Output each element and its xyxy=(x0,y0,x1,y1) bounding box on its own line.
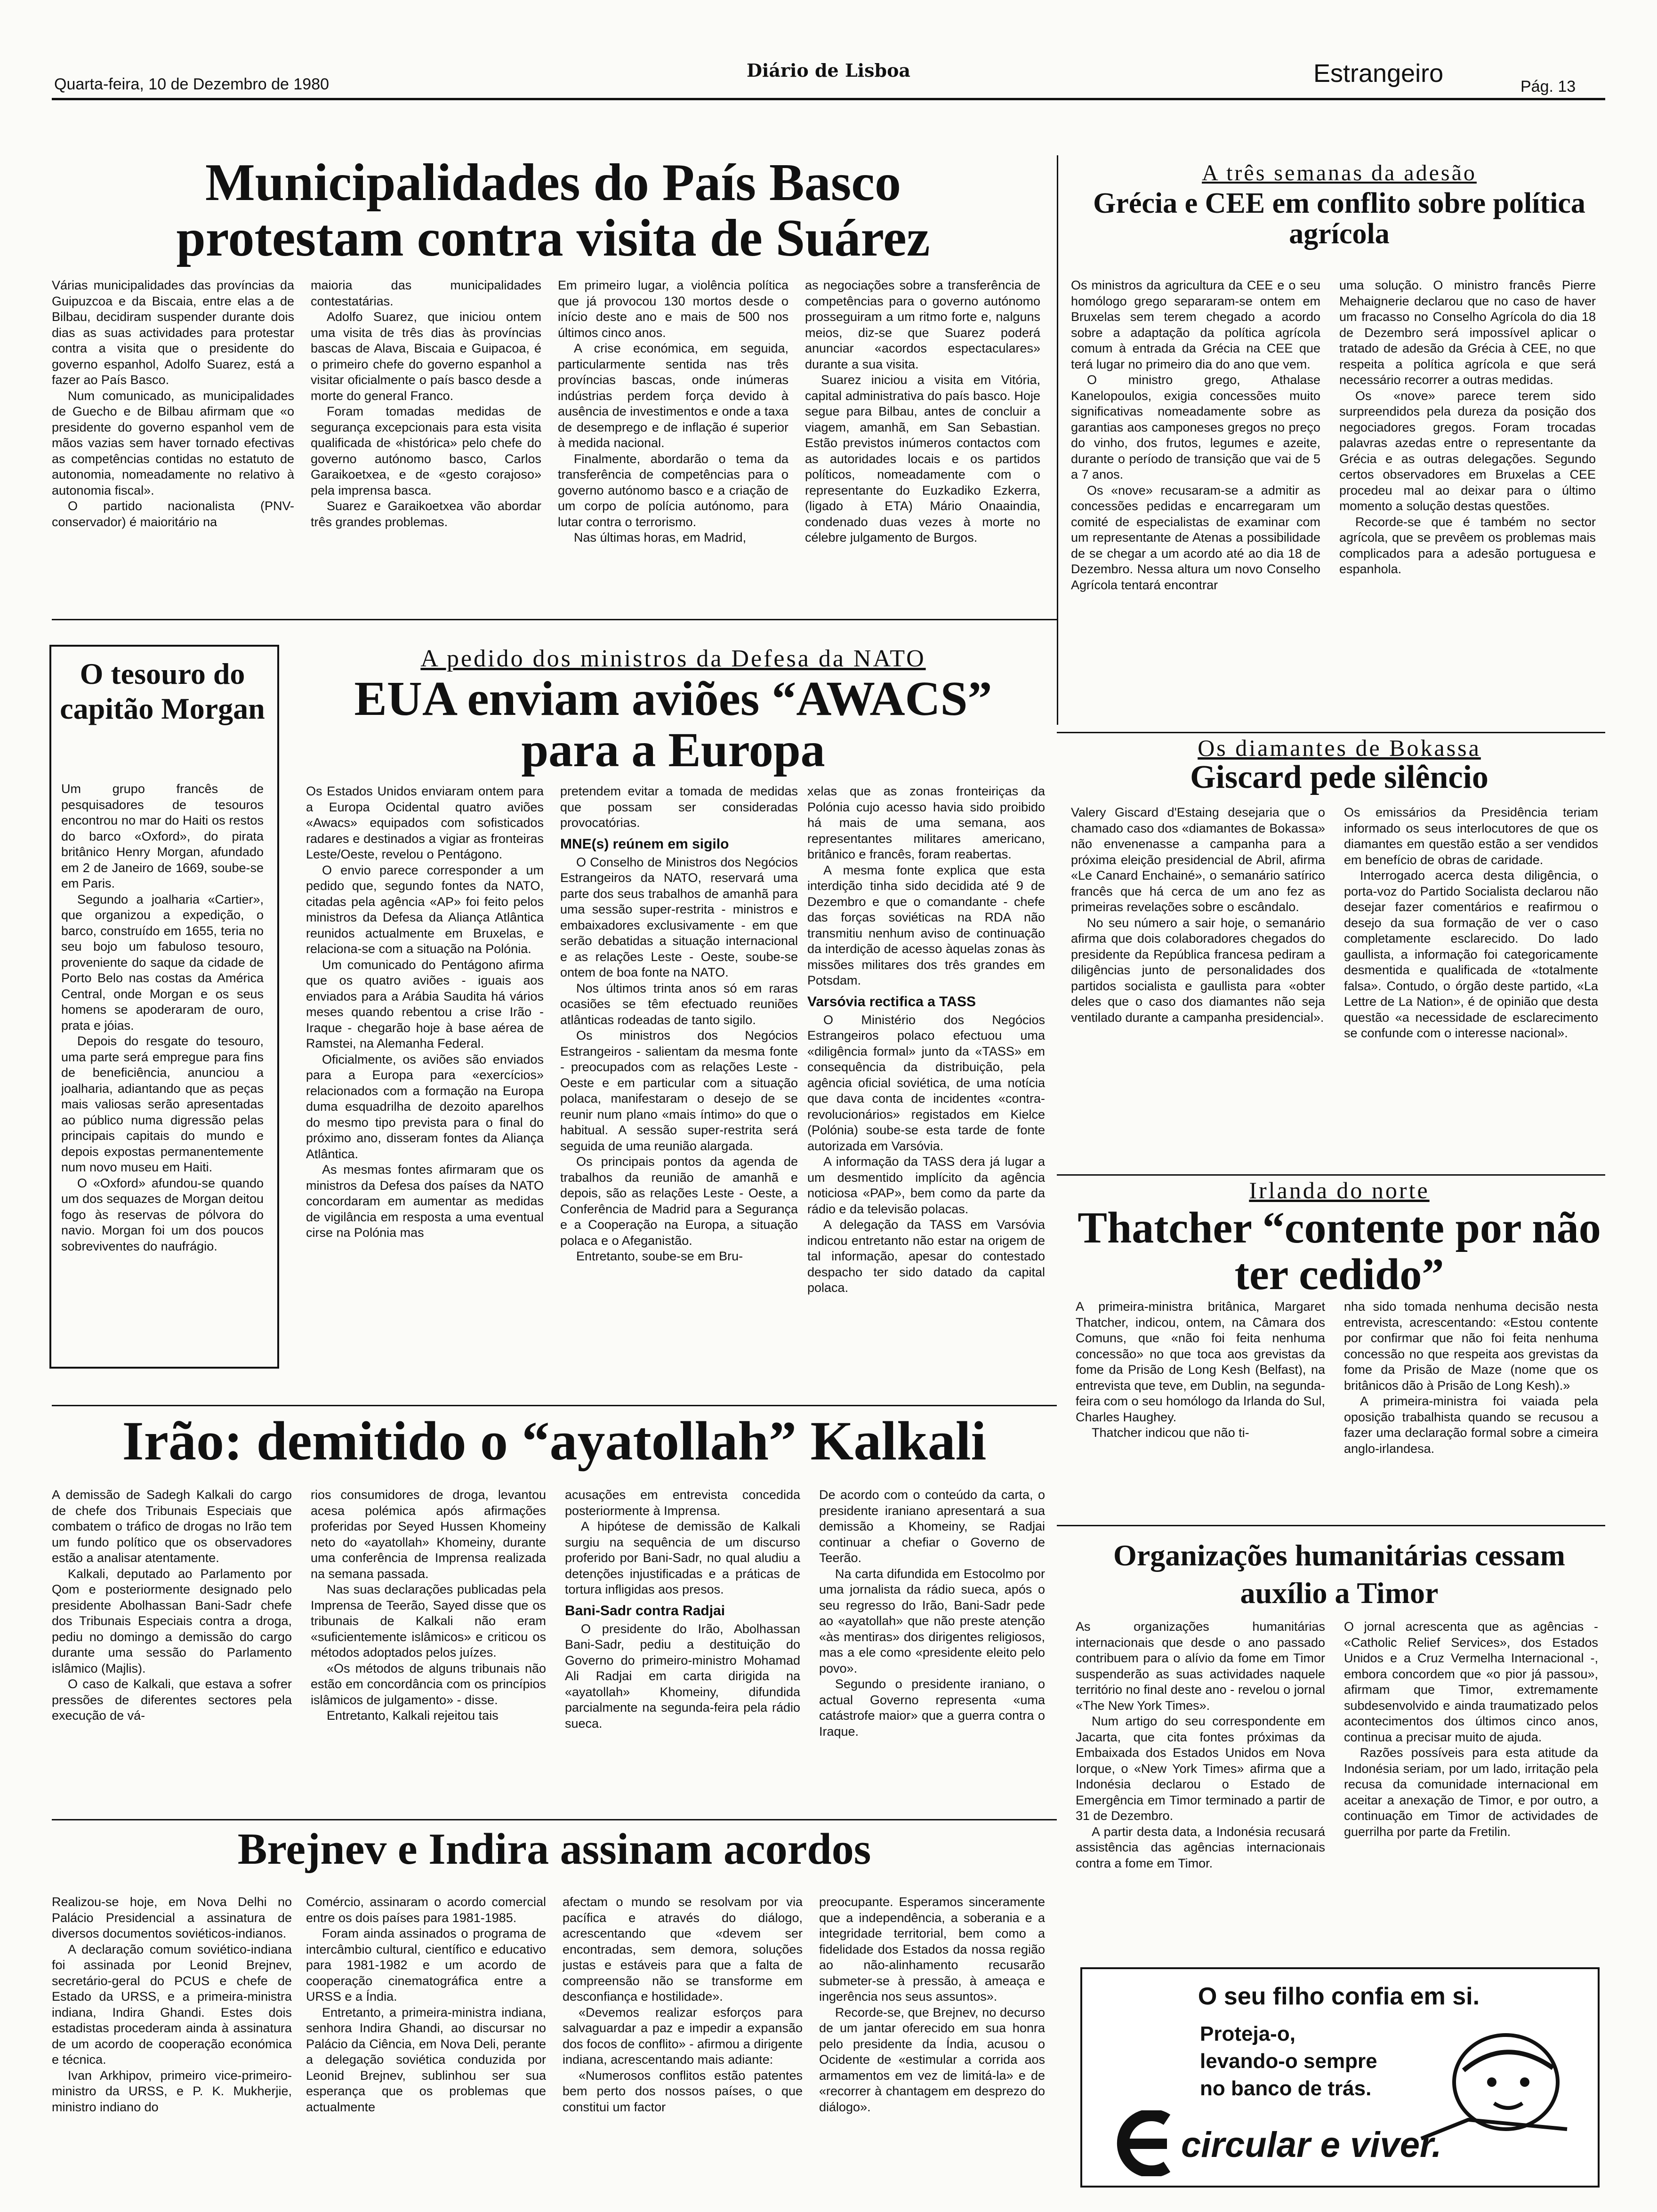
bask-col-1 xyxy=(52,278,294,609)
paragraph: A declaração comum soviético-indiana foi assinada por Leonid Brejnev, secretário-geral do PCUS e chefe de Estado da URSS, e a primeira-ministra indiana, Indira Ghandi. Estes dois estadistas procederam ainda à assinatura de um acordo de cooperação económica e técnica. xyxy=(52,1942,292,2067)
paragraph: Nas suas declarações publicadas pela Imprensa de Teerão, Sayed disse que os tribunais de Kalkali não eram «suficientemente islâmicos» e criticou os métodos adoptados pelos juízes. xyxy=(311,1582,546,1659)
issue-date: Quarta-feira, 10 de Dezembro de 1980 xyxy=(54,75,330,93)
paragraph: Nos últimos trinta anos só em raras ocasiões se têm efectuado reuniões atlânticas rodeadas de tanto sigilo. xyxy=(560,981,798,1027)
thatcher-headline: Thatcher “contente por não ter cedido” xyxy=(1078,1203,1601,1299)
paragraph: Oficialmente, os aviões são enviados para a Europa para «exercícios» relacionados com a formação na Europa duma esquadrilha de dezoito aparelhos do mesmo tipo prevista para o final do próximo ano, disseram fontes da Aliança Atlântica. xyxy=(306,1052,544,1161)
paragraph: preocupante. Esperamos sinceramente que a independência, a soberania e a integridade territorial, bem como a fidelidade dos Estados da nossa região ao não-alinhamento recusarão submeter-se à pressão, à ameaça e ingerência nos seus assuntos». xyxy=(819,1895,1045,2004)
awacs-headline: EUA enviam aviões “AWACS” para a Europa xyxy=(354,672,992,777)
paragraph: A hipótese de demissão de Kalkali surgiu na sequência de um discurso proferido por Bani-Sadr, no qual aludiu a detenções injustificadas e a práticas de tortura infligidas aos presos. xyxy=(565,1519,800,1596)
paragraph: Os ministros dos Negócios Estrangeiros - salientam da mesma fonte - preocupados com as relações Leste - Oeste e em particular com a situação polaca, manifestaram o desejo de se reunir num plano «mais íntimo» do que o habitual. A sessão super-restrita será seguida de uma reunião alargada. xyxy=(560,1028,798,1153)
awacs-col-3 xyxy=(807,784,1045,1391)
brejnev-headline: Brejnev e Indira assinam acordos xyxy=(237,1825,871,1874)
awacs-col-1 xyxy=(306,784,544,1391)
section-rule xyxy=(52,619,1057,620)
thatcher-col-2 xyxy=(1344,1299,1598,1530)
paragraph: No seu número a sair hoje, o semanário afirma que dois colaboradores chegados do presidente da República francesa pediram a diligências junto de personalidades dos partidos socialista e gaullista para «obter deles que o caso dos diamantes não seja ventilado durante a campanha presidencial». xyxy=(1071,915,1325,1025)
paragraph: O Conselho de Ministros dos Negócios Estrangeiros da NATO, reservará uma parte dos seus trabalhos de amanhã para uma sessão super-restrita - ministros e embaixadores exclusivamente - em que serão debatidas a situação internacional e as relações Leste - Oeste, soube-se ontem de boa fonte na NATO. xyxy=(560,855,798,979)
paragraph: Segundo a joalharia «Cartier», que organizou a expedição, o barco, construído em 1655, teria no seu bojo um fabuloso tesouro, proveniente do saque da cidade de Porto Belo nas costas da América Central, onde Morgan e os seus homens se apoderaram de ouro, prata e jóias. xyxy=(61,892,264,1033)
paragraph: Na carta difundida em Estocolmo por uma jornalista da rádio sueca, após o seu regresso do Irão, Bani-Sadr pede ao «ayatollah» que não preste atenção «às mentiras» dos dirigentes religiosos, mas a ele como «presidente eleito pelo povo». xyxy=(819,1566,1045,1675)
paragraph: Ivan Arkhipov, primeiro vice-primeiro-ministro da URSS, e P. K. Mukherjie, ministro indiano do xyxy=(52,2068,292,2114)
bokassa-headline: Giscard pede silêncio xyxy=(1190,759,1488,795)
section-title: Estrangeiro xyxy=(1313,59,1444,88)
brejnev-col-4 xyxy=(819,1894,1045,2200)
section-rule xyxy=(52,1819,1057,1820)
paragraph: Comércio, assinaram o acordo comercial entre os dois países para 1981-1985. xyxy=(306,1895,546,1925)
paragraph: xelas que as zonas fronteiriças da Polónia cujo acesso havia sido proibido há mais de uma semana, aos representantes militares americano, britânico e francês, foram reabertas. xyxy=(807,784,1045,861)
bask-col-3 xyxy=(558,278,788,609)
paragraph: Os ministros da agricultura da CEE e o seu homólogo grego separaram-se ontem em Bruxelas sem terem chegado a acordo sobre a adaptação da política agrícola comum à entrada da Grécia na CEE que terá lugar no primeiro dia do ano que vem. xyxy=(1071,278,1320,371)
paragraph: as negociações sobre a transferência de competências para o governo autónomo prosseguiram a um ritmo forte e, nalguns meios, diz-se que Suarez poderá anunciar «acordos espectaculares» durante a sua visita. xyxy=(805,278,1040,371)
grecia-col-2 xyxy=(1339,278,1596,720)
ad-line-1: O seu filho confia em si. xyxy=(1198,1983,1480,2010)
road-safety-ad xyxy=(1080,1967,1600,2188)
timor-headline: Organizações humanitárias cessam auxílio a Timor xyxy=(1113,1539,1565,1610)
masthead-rule xyxy=(52,98,1605,100)
paragraph: A mesma fonte explica que esta interdição tinha sido decidida até 9 de Dezembro e que o comandante - chefe das forças soviéticas na RDA não transmitiu nenhum aviso de continuação da interdição de acesso àquelas zonas às missões militares dos três grandes em Potsdam. xyxy=(807,863,1045,987)
paragraph: Num comunicado, as municipalidades de Guecho e de Bilbau afirmam que «o presidente do governo espanhol vem de mãos vazias sem haver tornado efectivas as competências contidas no estatuto de autonomia, nomeadamente no relativo à autonomia fiscal». xyxy=(52,388,294,497)
paragraph: Depois do resgate do tesouro, uma parte será empregue para fins de beneficiência, anunciou a joalharia, adiantando que as peças mais valiosas serão apresentadas ao público numa digressão pelas principais capitais do mundo e depois expostas permanentemente num novo museu em Haiti. xyxy=(61,1034,264,1174)
kalkali-headline: Irão: demitido o “ayatollah” Kalkali xyxy=(122,1410,987,1472)
paragraph: afectam o mundo se resolvam por via pacífica e através do diálogo, acrescentando que «devem ser encontradas, sem demora, soluções justas e estáveis para que a falta de compreensão não se transforme em desconfiança e hostilidade». xyxy=(563,1895,803,2004)
brejnev-col-3 xyxy=(563,1894,803,2200)
paragraph: De acordo com o conteúdo da carta, o presidente iraniano apresentará a sua demissão a Khomeiny, se Radjai continuar a chefiar o Governo de Teerão. xyxy=(819,1488,1045,1565)
kalkali-col-1 xyxy=(52,1487,292,1812)
paragraph: O envio parece corresponder a um pedido que, segundo fontes da NATO, citadas pela agência «AP» foi feito pelos ministros da Defesa da Aliança Atlântica reunidos actualmente em Bruxelas, e relaciona-se com a situação na Polónia. xyxy=(306,863,544,956)
bask-col-2 xyxy=(311,278,541,609)
column-rule xyxy=(1057,155,1058,725)
paragraph: Kalkali, deputado ao Parlamento por Qom e posteriormente designado pelo presidente Abolhassan Bani-Sadr chefe dos Tribunais Especiais contra a droga, pediu no domingo a demissão do cargo durante uma sessão do Parlamento islâmico (Majlis). xyxy=(52,1566,292,1675)
paragraph: Recorde-se, que Brejnev, no decurso de um jantar oferecido em sua honra pelo presidente da Índia, acusou o Ocidente de «estimular a corrida aos armamentos em vez de limitá-la» e de «recorrer à chantagem em desprezo do diálogo». xyxy=(819,2005,1045,2114)
paragraph: Recorde-se que é também no sector agrícola, que se prevêem os problemas mais complicados para a adesão portuguesa e espanhola. xyxy=(1339,514,1596,576)
paragraph: rios consumidores de droga, levantou acesa polémica após afirmações proferidas por Seyed Hussen Khomeiny neto do «ayatollah» Khomeiny, durante uma conferência de Imprensa realizada na semana passada. xyxy=(311,1488,546,1581)
paragraph: «Devemos realizar esforços para salvaguardar a paz e impedir a expansão dos focos de conflito» - afirmou a dirigente indiana, acrescentando mais adiante: xyxy=(563,2005,803,2067)
paragraph: Entretanto, Kalkali rejeitou tais xyxy=(327,1708,499,1723)
paragraph: As mesmas fontes afirmaram que os ministros da Defesa dos países da NATO concordaram em aumentar as medidas de vigilância em resposta a uma eventual cirse na Polónia mas xyxy=(306,1162,544,1240)
section-rule xyxy=(1057,1174,1605,1176)
paragraph: O caso de Kalkali, que estava a sofrer pressões de diferentes sectores pela execução de vá- xyxy=(52,1677,292,1723)
awacs-col-2 xyxy=(560,784,798,1391)
paragraph: A delegação da TASS em Varsóvia indicou entretanto não estar na origem de tal informação, apesar do contestado despacho ter sido datado da capital polaca. xyxy=(807,1218,1045,1295)
paragraph: Entretanto, a primeira-ministra indiana, senhora Indira Ghandi, ao discursar no Palácio da Ciência, em Nova Deli, perante a delegação soviética conduzida por Leonid Brejnev, sublinhou ser sua esperança que os problemas que actualmente xyxy=(306,2005,546,2114)
paragraph: O partido nacionalista (PNV-conservador) é maioritário na xyxy=(52,499,294,529)
kalkali-col-2 xyxy=(311,1487,546,1812)
bask-headline: Municipalidades do País Basco protestam contra visita de Suárez xyxy=(176,153,930,267)
paragraph: Suarez e Garaikoetxea vão abordar três grandes problemas. xyxy=(311,499,541,529)
paragraph: Foram ainda assinados o programa de intercâmbio cultural, científico e educativo para 1981-1982 e um acordo de cooperação cinematográfica entre a URSS e a Índia. xyxy=(306,1926,546,2004)
awacs-subhead-1: MNE(s) reúnem em sigilo xyxy=(560,836,729,852)
circular-logo-icon xyxy=(1096,2110,1176,2176)
paragraph: Segundo o presidente iraniano, o actual Governo representa «uma catástrofe maior» que a guerra contra o Iraque. xyxy=(819,1677,1045,1739)
paragraph: Adolfo Suarez, que iniciou ontem uma visita de três dias às províncias bascas de Alava, Biscaia e Guipacoa, é o primeiro chefe do governo espanhol a visitar oficialmente o país basco desde a morte do general Franco. xyxy=(311,310,541,403)
paragraph: O presidente do Irão, Abolhassan Bani-Sadr, pediu a destituição do Governo do primeiro-ministro Mohamad Ali Radjai em carta dirigida na «ayatollah» Khomeiny, difundida parcialmente na segunda-feira pela rádio sueca. xyxy=(565,1621,800,1731)
paragraph: Nas últimas horas, em Madrid, xyxy=(574,530,747,545)
paragraph: O Ministério dos Negócios Estrangeiros polaco efectuou uma «diligência formal» junto da «TASS» em consequência da distribuição, pela agência oficial soviética, de uma notícia que dava conta de incidentes «contra-revolucionários» registados em Kielce (Polónia) soube-se esta tarde de fonte autorizada em Varsóvia. xyxy=(807,1012,1045,1153)
section-rule xyxy=(1057,732,1605,733)
newspaper-title: Diário de Lisboa xyxy=(746,60,911,81)
grecia-kicker: A três semanas da adesão xyxy=(1202,160,1477,185)
bokassa-kicker: Os diamantes de Bokassa xyxy=(1198,735,1481,761)
timor-col-1 xyxy=(1076,1619,1325,1948)
bask-col-4 xyxy=(805,278,1040,609)
paragraph: maioria das municipalidades contestatárias. xyxy=(311,278,541,308)
ad-line-4: no banco de trás. xyxy=(1200,2077,1372,2100)
timor-col-2 xyxy=(1344,1619,1598,1948)
kalkali-col-3 xyxy=(565,1487,800,1812)
awacs-kicker: A pedido dos ministros da Defesa da NATO xyxy=(420,645,926,672)
brejnev-col-1 xyxy=(52,1894,292,2200)
section-rule xyxy=(1057,1525,1605,1526)
page-number: Pág. 13 xyxy=(1520,78,1576,96)
bokassa-col-2 xyxy=(1344,805,1598,1172)
paragraph: Os «nove» parece terem sido surpreendidos pela dureza da posição dos negociadores gregos. Foram trocadas palavras azedas entre o representante da Grécia e as outras delegações. Segundo certos observadores em Bruxelas a CEE procedeu mal ao deixar para o último momento a solução destas questões. xyxy=(1339,388,1596,513)
bokassa-col-1 xyxy=(1071,805,1325,1172)
paragraph: Um grupo francês de pesquisadores de tesouros encontrou no mar do Haiti os restos do barco «Oxford», do pirata britânico Henry Morgan, afundado em 2 de Janeiro de 1669, soube-se em Paris. xyxy=(61,782,264,890)
thatcher-col-1 xyxy=(1076,1299,1325,1530)
paragraph: Interrogado acerca desta diligência, o porta-voz do Partido Socialista declarou não desejar fazer comentários e reafirmou o desejo da sua formação de ver o caso completamente esclarecido. Do lado gaullista, a informação foi categoricamente desmentida e qualificada de «totalmente falsa». Contudo, o órgão deste partido, «La Lettre de La Nation», é de opinião que desta questão «a necessidade de esclarecimento se confunde com o interesse nacional». xyxy=(1344,868,1598,1040)
section-rule xyxy=(52,1405,1057,1406)
paragraph: As organizações humanitárias internacionais que desde o ano passado contribuem para o alívio da fome em Timor suspenderão as suas actividades naquele território no final deste ano - revelou o jornal «The New York Times». xyxy=(1076,1619,1325,1713)
paragraph: Finalmente, abordarão o tema da transferência de competências para o governo autónomo basco e a criação de um corpo de polícia autónomo, para lutar contra o terrorismo. xyxy=(558,451,788,529)
grecia-col-1 xyxy=(1071,278,1320,720)
paragraph: acusações em entrevista concedida posteriormente à Imprensa. xyxy=(565,1488,800,1518)
awacs-subhead-2: Varsóvia rectifica a TASS xyxy=(807,994,976,1010)
paragraph: Entretanto, soube-se em Bru- xyxy=(576,1249,743,1263)
kalkali-col-4 xyxy=(819,1487,1045,1812)
paragraph: pretendem evitar a tomada de medidas que possam ser consideradas provocatórias. xyxy=(560,784,798,830)
ad-slogan: circular e viver. xyxy=(1181,2125,1442,2165)
paragraph: Os Estados Unidos enviaram ontem para a Europa Ocidental quatro aviões «Awacs» equipados com sofisticados radares e destinados a vigiar as fronteiras Leste/Oeste, revelou o Pentágono. xyxy=(306,784,544,861)
morgan-headline: O tesouro do capitão Morgan xyxy=(60,657,265,725)
paragraph: O ministro grego, Athalase Kanelopoulos, exigia concessões muito significativas nomeadamente sobre as garantias aos camponeses gregos no preço do vinho, dos frutos, legumes e azeite, durante o período de transição que vai de 5 a 7 anos. xyxy=(1071,373,1320,481)
paragraph: Suarez iniciou a visita em Vitória, capital administrativa do país basco. Hoje segue para Bilbau, antes de concluir a viagem, amanhã, em San Sebastian. Estão previstos inúmeros contactos com as autoridades locais e os partidos políticos, nomeadamente com o representante do Euzkadiko Ezkerra, (ligado à ETA) Mário Onaaindia, condenado duas vezes à morte no célebre julgamento de Burgos. xyxy=(805,373,1040,545)
paragraph: uma solução. O ministro francês Pierre Mehaignerie declarou que no caso de haver um fracasso no Conselho Agrícola do dia 18 de Dezembro será impossível aplicar o tratado de adesão da Grécia à CEE, no que respeita a política agrícola e que será necessário recorrer a outras medidas. xyxy=(1339,278,1596,387)
thatcher-kicker: Irlanda do norte xyxy=(1249,1177,1430,1203)
paragraph: Em primeiro lugar, a violência política que já provocou 130 mortos desde o início deste ano e mais de 500 nos últimos cinco anos. xyxy=(558,278,788,340)
ad-line-2: Proteja-o, xyxy=(1200,2022,1295,2045)
paragraph: Os emissários da Presidência teriam informado os seus interlocutores de que os diamantes em questão estão a ser vendidos em benefício de obras de caridade. xyxy=(1344,805,1598,867)
paragraph: «Os métodos de alguns tribunais não estão em concordância com os princípios islâmicos de julgamento» - disse. xyxy=(311,1661,546,1707)
paragraph: A primeira-ministra foi vaiada pela oposição trabalhista quando se recusou a fazer uma declaração formal sobre a cimeira anglo-irlandesa. xyxy=(1344,1394,1598,1456)
paragraph: A primeira-ministra britânica, Margaret Thatcher, indicou, ontem, na Câmara dos Comuns, que «não foi feita nenhuma concessão» no que toca aos grevistas da fome da Prisão de Long Kesh (Belfast), na entrevista que teve, em Dublin, na segunda-feira com o seu homólogo da Irlanda do Sul, Charles Haughey. xyxy=(1076,1299,1325,1424)
brejnev-col-2 xyxy=(306,1894,546,2200)
grecia-headline: Grécia e CEE em conflito sobre política agrícola xyxy=(1093,187,1585,250)
paragraph: Um comunicado do Pentágono afirma que os quatro aviões - iguais aos enviados para a Arábia Saudita há vários meses quando rebentou a crise Irão - Iraque - chegarão hoje à base aérea de Ramstei, na Alemanha Federal. xyxy=(306,957,544,1050)
paragraph: Várias municipalidades das províncias da Guipuzcoa e da Biscaia, entre elas a de Bilbau, decidiram suspender durante dois dias as suas actividades para protestar contra a visita que o presidente do governo espanhol, Adolfo Suarez, está a fazer ao País Basco. xyxy=(52,278,294,387)
paragraph: Valery Giscard d'Estaing desejaria que o chamado caso dos «diamantes de Bokassa» não envenenasse a campanha para a próxima eleição presidencial de Abril, afirma «Le Canard Enchainé», o semanário satírico francês que há cerca de um ano fez as primeiras revelações sobre o escândalo. xyxy=(1071,805,1325,914)
paragraph: O «Oxford» afundou-se quando um dos sequazes de Morgan deitou fogo às reservas de pólvora do navio. Morgan foi um dos poucos sobreviventes do naufrágio. xyxy=(61,1176,264,1253)
ad-line-3: levando-o sempre xyxy=(1200,2050,1377,2073)
paragraph: Thatcher indicou que não ti- xyxy=(1092,1426,1249,1440)
paragraph: «Numerosos conflitos estão patentes bem perto dos nossos países, o que constitui um factor xyxy=(563,2068,803,2114)
paragraph: nha sido tomada nenhuma decisão nesta entrevista, acrescentando: «Estou contente por confirmar que não foi feita nenhuma concessão no que respeita aos grevistas da fome da Prisão de Maze (nome que os britânicos dão à Prisão de Long Kesh).» xyxy=(1344,1299,1598,1393)
paragraph: A demissão de Sadegh Kalkali do cargo de chefe dos Tribunais Especiais que combatem o tráfico de drogas no Irão tem um fundo político que os observadores estão a analisar atentamente. xyxy=(52,1488,292,1565)
paragraph: A partir desta data, a Indonésia recusará assistência das agências internacionais contra a fome em Timor. xyxy=(1076,1824,1325,1870)
paragraph: Razões possíveis para esta atitude da Indonésia seriam, por um lado, irritação pela recusa da comunidade internacional em aceitar a anexação de Timor, e por outro, a continuação em Timor de actividades de guerrilha por parte da Fretilin. xyxy=(1344,1746,1598,1839)
paragraph: Os principais pontos da agenda de trabalhos da reunião de amanhã e depois, são as relações Leste - Oeste, a Conferência de Madrid para a Segurança e a Cooperação na Europa, a situação polaca e o Afeganistão. xyxy=(560,1154,798,1248)
paragraph: O jornal acrescenta que as agências - «Catholic Relief Services», dos Estados Unidos e a Cruz Vermelha Internacional -, embora concordem que «o pior já passou», afirmam que Timor, extremamente subdesenvolvido e ainda traumatizado pelos acontecimentos dos últimos cinco anos, continua a precisar muito de ajuda. xyxy=(1344,1619,1598,1744)
paragraph: Realizou-se hoje, em Nova Delhi no Palácio Presidencial a assinatura de diversos documentos soviéticos-indianos. xyxy=(52,1895,292,1940)
paragraph: A crise económica, em seguida, particularmente sentida nas três províncias bascas, onde inúmeras indústrias perdem força devido à ausência de investimentos e onde a taxa de desemprego e de inflação é superior à medida nacional. xyxy=(558,341,788,450)
kalkali-subhead: Bani-Sadr contra Radjai xyxy=(565,1603,725,1619)
paragraph: Foram tomadas medidas de segurança excepcionais para esta visita qualificada de «histórica» pelo chefe do governo autónomo basco, Carlos Garaikoetxea, e de «gesto corajoso» pela imprensa basca. xyxy=(311,404,541,497)
paragraph: Os «nove» recusaram-se a admitir as concessões pedidas e encarregaram um comité de especialistas de examinar com um representante de Atenas a possibilidade de se chegar a um acordo até ao dia 18 de Dezembro. Nessa altura um novo Conselho Agrícola tentará encontrar xyxy=(1071,483,1320,592)
paragraph: A informação da TASS dera já lugar a um desmentido implícito da agência noticiosa «PAP», bem como da parte da rádio e da televisão polacas. xyxy=(807,1154,1045,1216)
morgan-body xyxy=(61,781,264,1360)
paragraph: Num artigo do seu correspondente em Jacarta, que cita fontes próximas da Embaixada dos Estados Unidos em Nova Iorque, o «New York Times» afirma que a Indonésia declarou o Estado de Emergência em Timor terminado a partir de 31 de Dezembro. xyxy=(1076,1714,1325,1823)
